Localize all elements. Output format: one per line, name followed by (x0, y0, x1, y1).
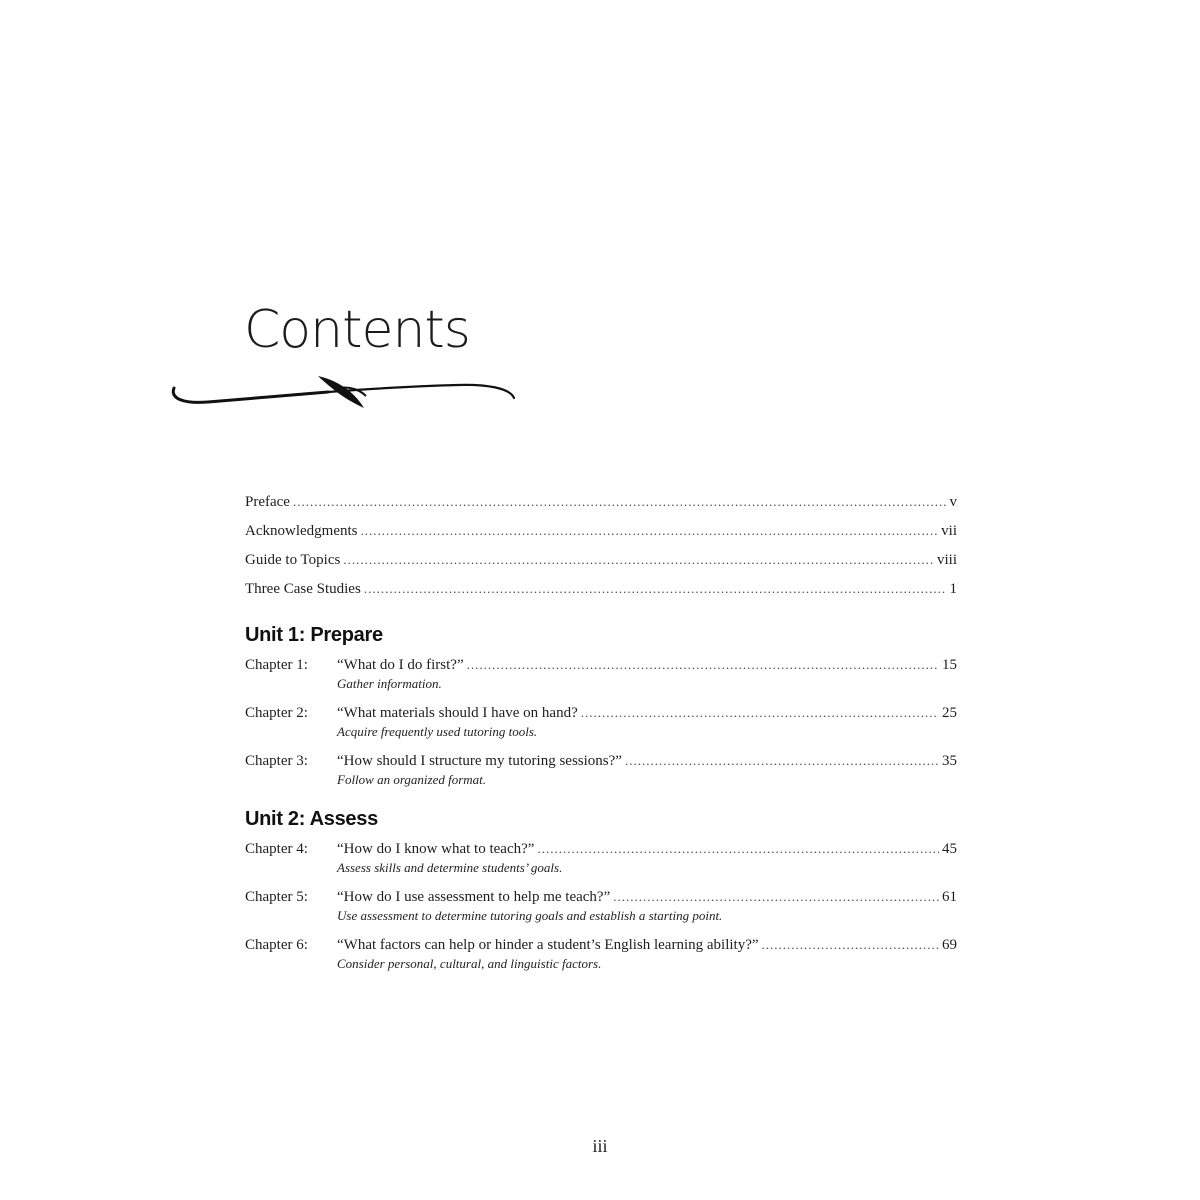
chapter-label: Chapter 2: (245, 705, 308, 721)
dot-leader (537, 841, 939, 857)
chapter-subtitle: Follow an organized format. (337, 772, 487, 787)
chapter-title: “What materials should I have on hand? (337, 705, 578, 721)
chapter-title: “How do I know what to teach?” (337, 841, 535, 857)
toc-chapter-3[interactable] (245, 753, 957, 788)
toc-chapter-5[interactable] (245, 889, 957, 924)
decorative-flourish-icon (168, 368, 520, 416)
unit-heading: Unit 2: Assess (245, 808, 378, 830)
chapter-title: “How do I use assessment to help me teach?” (337, 889, 611, 905)
entry-title: Guide to Topics (245, 552, 341, 568)
chapter-subtitle: Assess skills and determine students’ goals. (337, 860, 563, 875)
chapter-label: Chapter 6: (245, 937, 308, 953)
dot-leader (364, 581, 947, 597)
dot-leader (762, 937, 939, 953)
entry-title: Acknowledgments (245, 523, 358, 539)
chapter-subtitle: Use assessment to determine tutoring goals and establish a starting point. (337, 908, 723, 923)
dot-leader (581, 705, 939, 721)
unit-heading: Unit 1: Prepare (245, 624, 383, 646)
chapter-page: 15 (942, 657, 957, 673)
chapter-page: 35 (942, 753, 957, 769)
entry-title: Three Case Studies (245, 581, 361, 597)
entry-page: v (949, 494, 957, 510)
chapter-label: Chapter 4: (245, 841, 308, 857)
chapter-title: “What do I do first?” (337, 657, 464, 673)
chapter-label: Chapter 1: (245, 657, 308, 673)
dot-leader (293, 494, 947, 510)
dot-leader (467, 657, 939, 673)
entry-title: Preface (245, 494, 290, 510)
entry-page: viii (936, 552, 957, 568)
toc-entry-acknowledgments[interactable] (245, 523, 957, 552)
page-number: iii (592, 1136, 608, 1156)
chapter-page: 25 (942, 705, 957, 721)
table-of-contents (245, 494, 957, 985)
toc-chapter-2[interactable] (245, 705, 957, 740)
toc-entry-three-case-studies[interactable] (245, 581, 957, 610)
toc-entry-guide-to-topics[interactable] (245, 552, 957, 581)
chapter-subtitle: Consider personal, cultural, and linguistic factors. (337, 956, 602, 971)
toc-chapter-1[interactable] (245, 657, 957, 692)
chapter-page: 69 (942, 937, 957, 953)
toc-chapter-6[interactable] (245, 937, 957, 972)
toc-chapter-4[interactable] (245, 841, 957, 876)
dot-leader (360, 523, 938, 539)
entry-page: 1 (949, 581, 957, 597)
page-title: Contents (244, 300, 470, 360)
chapter-subtitle: Acquire frequently used tutoring tools. (337, 724, 538, 739)
chapter-subtitle: Gather information. (337, 676, 442, 691)
chapter-title: “How should I structure my tutoring sessions?” (337, 753, 622, 769)
chapter-label: Chapter 3: (245, 753, 308, 769)
dot-leader (625, 753, 939, 769)
dot-leader (613, 889, 939, 905)
chapter-label: Chapter 5: (245, 889, 308, 905)
chapter-title: “What factors can help or hinder a student’s English learning ability?” (337, 937, 759, 953)
toc-entry-preface[interactable] (245, 494, 957, 523)
dot-leader (343, 552, 934, 568)
entry-page: vii (941, 523, 957, 539)
chapter-page: 45 (942, 841, 957, 857)
chapter-page: 61 (942, 889, 957, 905)
